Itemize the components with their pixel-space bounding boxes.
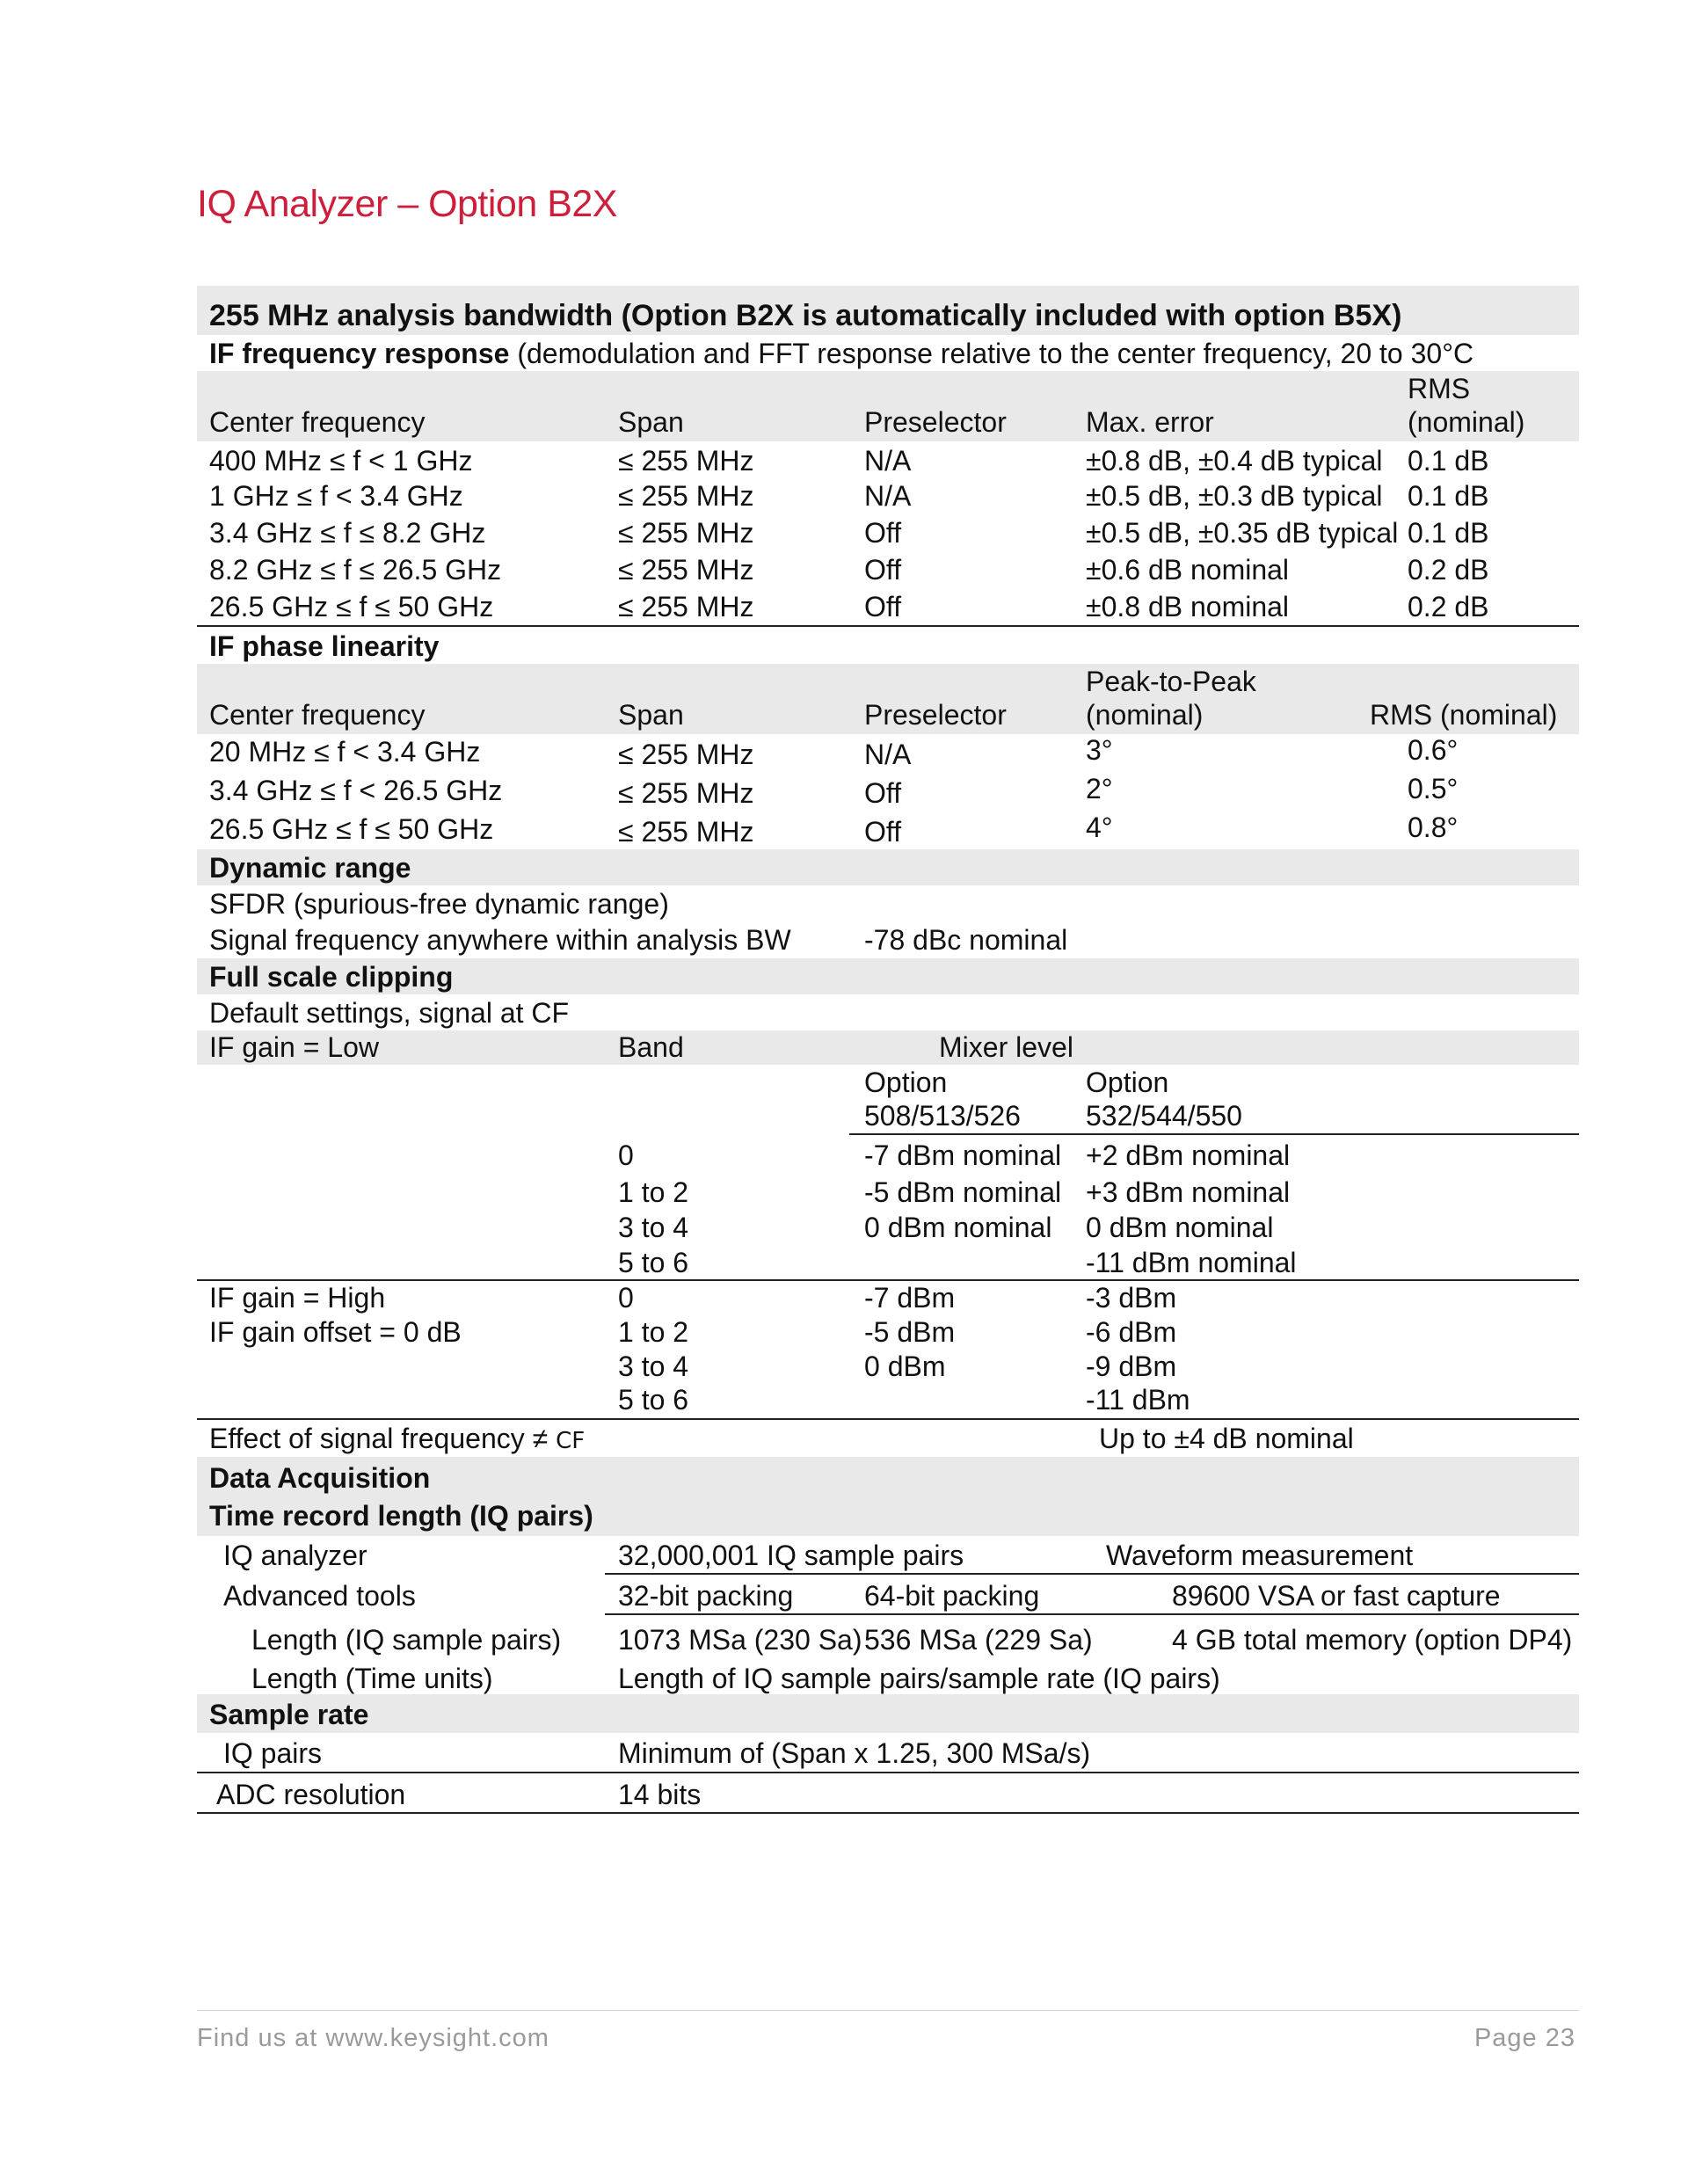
table-row (197, 589, 1579, 627)
option-header-row (197, 1065, 1579, 1135)
header-span: Span (618, 406, 684, 438)
if-freq-response-label: IF frequency response (209, 338, 510, 369)
length-32-value: 1073 MSa (230 Sa) (618, 1624, 862, 1656)
option-b-numbers: 532/544/550 (1086, 1100, 1242, 1132)
cell-span: ≤ 255 MHz (618, 480, 754, 512)
dynamic-range-value: -78 dBc nominal (864, 924, 1068, 956)
cell-center-frequency: 400 MHz ≤ f < 1 GHz (209, 445, 473, 477)
table-row (197, 921, 1579, 958)
if-gain-low-label: IF gain = Low (209, 1031, 379, 1063)
cell-span: ≤ 255 MHz (618, 777, 754, 809)
length-64-value: 536 MSa (229 Sa) (864, 1624, 1093, 1656)
table-row (197, 885, 1579, 921)
adc-resolution-value: 14 bits (618, 1779, 702, 1810)
footer-divider (197, 2010, 1579, 2011)
table-row (197, 1281, 1579, 1315)
table-row (197, 515, 1579, 552)
cell-preselector: Off (864, 816, 902, 848)
table-row (197, 994, 1579, 1030)
cell-option-a: 0 dBm (864, 1350, 946, 1382)
waveform-label: Waveform measurement (1106, 1540, 1414, 1571)
if-freq-response-header (197, 371, 1579, 441)
header-peak-to-peak: Peak-to-Peak (1086, 666, 1256, 697)
packing-32-label: 32-bit packing (618, 1580, 794, 1612)
cell-band: 3 to 4 (618, 1350, 689, 1382)
if-gain-offset-label: IF gain offset = 0 dB (209, 1316, 462, 1348)
sample-rate-label: Sample rate (209, 1699, 369, 1730)
cell-max-error: ±0.8 dB nominal (1086, 591, 1290, 622)
cell-center-frequency: 20 MHz ≤ f < 3.4 GHz (209, 736, 481, 768)
cell-band: 3 to 4 (618, 1212, 689, 1243)
spec-table (197, 286, 1579, 1814)
length-pairs-label: Length (IQ sample pairs) (251, 1624, 562, 1656)
cell-span: ≤ 255 MHz (618, 591, 754, 622)
cell-peak-to-peak: 2° (1086, 773, 1113, 804)
memory-value: 4 GB total memory (option DP4) (1172, 1624, 1573, 1656)
section-label-row (197, 1694, 1579, 1733)
sfdr-label: SFDR (spurious-free dynamic range) (209, 888, 669, 920)
header-center-frequency: Center frequency (209, 699, 426, 731)
table-row (197, 1135, 1579, 1172)
cell-rms: 0.1 dB (1408, 445, 1489, 477)
cell-option-b: 0 dBm nominal (1086, 1212, 1274, 1243)
iq-pairs-value: Minimum of (Span x 1.25, 300 MSa/s) (618, 1737, 1091, 1769)
packing-64-label: 64-bit packing (864, 1580, 1040, 1612)
table-row (197, 1172, 1579, 1208)
cell-option-a: -5 dBm (864, 1316, 956, 1348)
header-preselector: Preselector (864, 406, 1007, 438)
cell-option-b: +3 dBm nominal (1086, 1176, 1291, 1208)
section-label-row (197, 627, 1579, 664)
table-row (197, 1536, 1579, 1575)
option-b-label: Option (1086, 1067, 1169, 1098)
iq-analyzer-label: IQ analyzer (223, 1540, 367, 1571)
page-title: IQ Analyzer – Option B2X (197, 183, 617, 225)
cell-band: 1 to 2 (618, 1176, 689, 1208)
cell-band: 1 to 2 (618, 1316, 689, 1348)
cell-rms: 0.1 dB (1408, 480, 1489, 512)
cell-band: 0 (618, 1139, 634, 1171)
cell-span: ≤ 255 MHz (618, 816, 754, 848)
advanced-tools-label: Advanced tools (223, 1580, 416, 1612)
cell-preselector: N/A (864, 480, 912, 512)
section-label-row (197, 958, 1579, 994)
cell-rms: 0.2 dB (1408, 554, 1489, 586)
table-row (197, 1575, 1579, 1615)
clipping-header (197, 1030, 1579, 1065)
header-center-frequency: Center frequency (209, 406, 426, 438)
cell-span: ≤ 255 MHz (618, 739, 754, 770)
cell-center-frequency: 26.5 GHz ≤ f ≤ 50 GHz (209, 591, 494, 622)
cell-option-a: -7 dBm nominal (864, 1139, 1062, 1171)
dynamic-range-label: Dynamic range (209, 852, 411, 884)
effect-cf: CF (556, 1428, 586, 1454)
bandwidth-heading: 255 MHz analysis bandwidth (Option B2X is automatically included with option B5X) (209, 299, 1402, 332)
header-peak-to-peak-nominal: (nominal) (1086, 699, 1204, 731)
signal-frequency-label: Signal frequency anywhere within analysis BW (209, 924, 791, 956)
cell-preselector: Off (864, 517, 902, 549)
if-freq-response-note: (demodulation and FFT response relative to the center frequency, 20 to 30°C (509, 338, 1474, 369)
cell-max-error: ±0.6 dB nominal (1086, 554, 1290, 586)
cell-rms: 0.8° (1408, 812, 1459, 843)
cell-max-error: ±0.5 dB, ±0.35 dB typical (1086, 517, 1399, 549)
cell-rms: 0.6° (1408, 734, 1459, 766)
cell-span: ≤ 255 MHz (618, 554, 754, 586)
cell-max-error: ±0.8 dB, ±0.4 dB typical (1086, 445, 1383, 477)
data-acquisition-header (197, 1457, 1579, 1536)
time-record-label: Time record length (IQ pairs) (209, 1500, 593, 1532)
cell-peak-to-peak: 3° (1086, 734, 1113, 766)
table-row (197, 812, 1579, 849)
cell-band: 0 (618, 1282, 634, 1314)
cell-rms: 0.1 dB (1408, 517, 1489, 549)
table-row (197, 1244, 1579, 1281)
cell-span: ≤ 255 MHz (618, 517, 754, 549)
header-band: Band (618, 1031, 684, 1063)
full-scale-clipping-label: Full scale clipping (209, 961, 454, 993)
header-mixer-level: Mixer level (939, 1031, 1073, 1063)
table-row (197, 552, 1579, 589)
if-phase-linearity-label: IF phase linearity (209, 630, 440, 662)
cell-option-b: -11 dBm nominal (1086, 1247, 1297, 1278)
option-a-numbers: 508/513/526 (864, 1100, 1021, 1132)
footer-website: Find us at www.keysight.com (197, 2024, 549, 2052)
table-row (197, 1420, 1579, 1457)
option-a-label: Option (864, 1067, 948, 1098)
length-time-value: Length of IQ sample pairs/sample rate (IQ pairs) (618, 1663, 1220, 1694)
cell-preselector: Off (864, 554, 902, 586)
cell-option-b: -6 dBm (1086, 1316, 1177, 1348)
effect-text: Effect of signal frequency ≠ (209, 1423, 557, 1454)
vsa-label: 89600 VSA or fast capture (1172, 1580, 1501, 1612)
section-label-row (197, 849, 1579, 885)
cell-center-frequency: 8.2 GHz ≤ f ≤ 26.5 GHz (209, 554, 502, 586)
cell-center-frequency: 3.4 GHz ≤ f ≤ 8.2 GHz (209, 517, 486, 549)
cell-option-b: +2 dBm nominal (1086, 1139, 1291, 1171)
cell-option-a: 0 dBm nominal (864, 1212, 1052, 1243)
page-number: Page 23 (1473, 2024, 1575, 2052)
effect-label (209, 1423, 585, 1456)
header-rms-nominal: RMS (nominal) (1370, 699, 1558, 731)
table-row (197, 1315, 1579, 1350)
cell-center-frequency: 3.4 GHz ≤ f < 26.5 GHz (209, 775, 503, 806)
cell-option-b: -9 dBm (1086, 1350, 1177, 1382)
header-rms-nominal: (nominal) (1408, 406, 1525, 438)
iq-pairs-label: IQ pairs (223, 1737, 323, 1769)
cell-option-b: -3 dBm (1086, 1282, 1177, 1314)
table-row (197, 1773, 1579, 1814)
iq-analyzer-value: 32,000,001 IQ sample pairs (618, 1540, 964, 1571)
table-row (197, 1733, 1579, 1773)
default-settings-label: Default settings, signal at CF (209, 997, 570, 1029)
header-max-error: Max. error (1086, 406, 1214, 438)
if-freq-response-title (209, 338, 1473, 371)
cell-rms: 0.5° (1408, 773, 1459, 804)
header-preselector: Preselector (864, 699, 1007, 731)
cell-preselector: Off (864, 591, 902, 622)
table-row (197, 734, 1579, 773)
cell-preselector: N/A (864, 445, 912, 477)
section-heading-row (197, 286, 1579, 335)
cell-option-a: -5 dBm nominal (864, 1176, 1062, 1208)
table-row (197, 1656, 1579, 1694)
if-gain-high-label: IF gain = High (209, 1282, 386, 1314)
cell-span: ≤ 255 MHz (618, 445, 754, 477)
cell-center-frequency: 1 GHz ≤ f < 3.4 GHz (209, 480, 463, 512)
data-acquisition-label: Data Acquisition (209, 1462, 431, 1494)
table-row (197, 1350, 1579, 1384)
cell-peak-to-peak: 4° (1086, 812, 1113, 843)
cell-band: 5 to 6 (618, 1247, 689, 1278)
header-span: Span (618, 699, 684, 731)
length-time-label: Length (Time units) (251, 1663, 493, 1694)
table-row (197, 1384, 1579, 1420)
table-row (197, 1208, 1579, 1244)
table-row (197, 478, 1579, 515)
table-row (197, 441, 1579, 478)
table-row (197, 773, 1579, 812)
adc-resolution-label: ADC resolution (216, 1779, 406, 1810)
cell-max-error: ±0.5 dB, ±0.3 dB typical (1086, 480, 1383, 512)
cell-center-frequency: 26.5 GHz ≤ f ≤ 50 GHz (209, 813, 494, 845)
cell-band: 5 to 6 (618, 1384, 689, 1416)
cell-rms: 0.2 dB (1408, 591, 1489, 622)
effect-value: Up to ±4 dB nominal (1099, 1423, 1354, 1454)
cell-option-b: -11 dBm (1086, 1384, 1190, 1416)
if-phase-linearity-header (197, 664, 1579, 734)
header-rms: RMS (1408, 373, 1471, 404)
if-freq-response-row (197, 335, 1579, 371)
cell-preselector: Off (864, 777, 902, 809)
cell-option-a: -7 dBm (864, 1282, 956, 1314)
table-row (197, 1615, 1579, 1656)
cell-preselector: N/A (864, 739, 912, 770)
